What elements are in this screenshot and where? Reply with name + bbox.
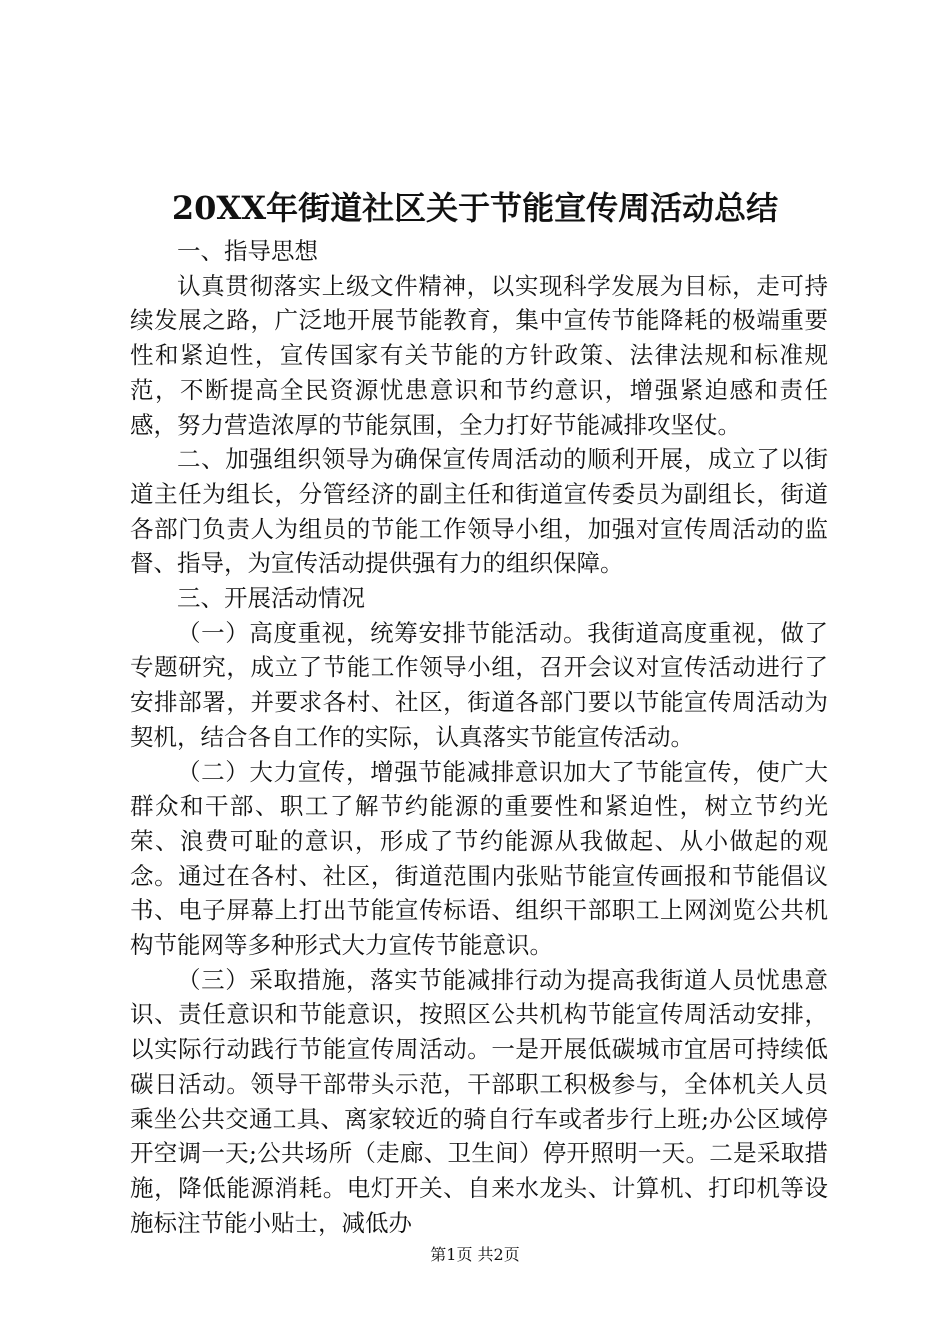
section-heading-guiding-ideology: 一、指导思想 xyxy=(177,237,318,265)
document-title: 20XX年街道社区关于节能宣传周活动总结 xyxy=(171,189,779,227)
page-footer: 第1页 共2页 xyxy=(430,1245,520,1264)
paragraph-activity-1: （一）高度重视，统筹安排节能活动。我街道高度重视，做了专题研究，成立了节能工作领导小组，召开会议对宣传活动进行了安排部署，并要求各村、社区，街道各部门要以节能宣传周活动为契机，结合各自工作的实际，认真落实节能宣传活动。 xyxy=(130,618,828,751)
section-heading-activities: 三、开展活动情况 xyxy=(177,584,365,613)
paragraph-organization-leadership: 二、加强组织领导为确保宣传周活动的顺利开展，成立了以街道主任为组长，分管经济的副主任和街道宣传委员为副组长，街道各部门负责人为组员的节能工作领导小组，加强对宣传周活动的监督、指导，为宣传活动提供强有力的组织保障。 xyxy=(130,445,828,578)
paragraph-guiding-ideology: 认真贯彻落实上级文件精神，以实现科学发展为目标，走可持续发展之路，广泛地开展节能教育，集中宣传节能降耗的极端重要性和紧迫性，宣传国家有关节能的方针政策、法律法规和标准规范，不断提高全民资源忧患意识和节约意识，增强紧迫感和责任感，努力营造浓厚的节能氛围，全力打好节能减排攻坚仗。 xyxy=(130,271,828,439)
document-body xyxy=(130,234,828,1240)
paragraph-activity-3: （三）采取措施，落实节能减排行动为提高我街道人员忧患意识、责任意识和节能意识，按照区公共机构节能宣传周活动安排，以实际行动践行节能宣传周活动。一是开展低碳城市宜居可持续低碳日活动。领导干部带头示范，干部职工积极参与，全体机关人员乘坐公共交通工具、离家较近的骑自行车或者步行上班;办公区域停开空调一天;公共场所（走廊、卫生间）停开照明一天。二是采取措施，降低能源消耗。电灯开关、自来水龙头、计算机、打印机等设施标注节能小贴士，减低办 xyxy=(130,965,828,1237)
paragraph-activity-2: （二）大力宣传，增强节能减排意识加大了节能宣传，使广大群众和干部、职工了解节约能源的重要性和紧迫性，树立节约光荣、浪费可耻的意识，形成了节约能源从我做起、从小做起的观念。通过在各村、社区，街道范围内张贴节能宣传画报和节能倡议书、电子屏幕上打出节能宣传标语、组织干部职工上网浏览公共机构节能网等多种形式大力宣传节能意识。 xyxy=(130,757,828,960)
